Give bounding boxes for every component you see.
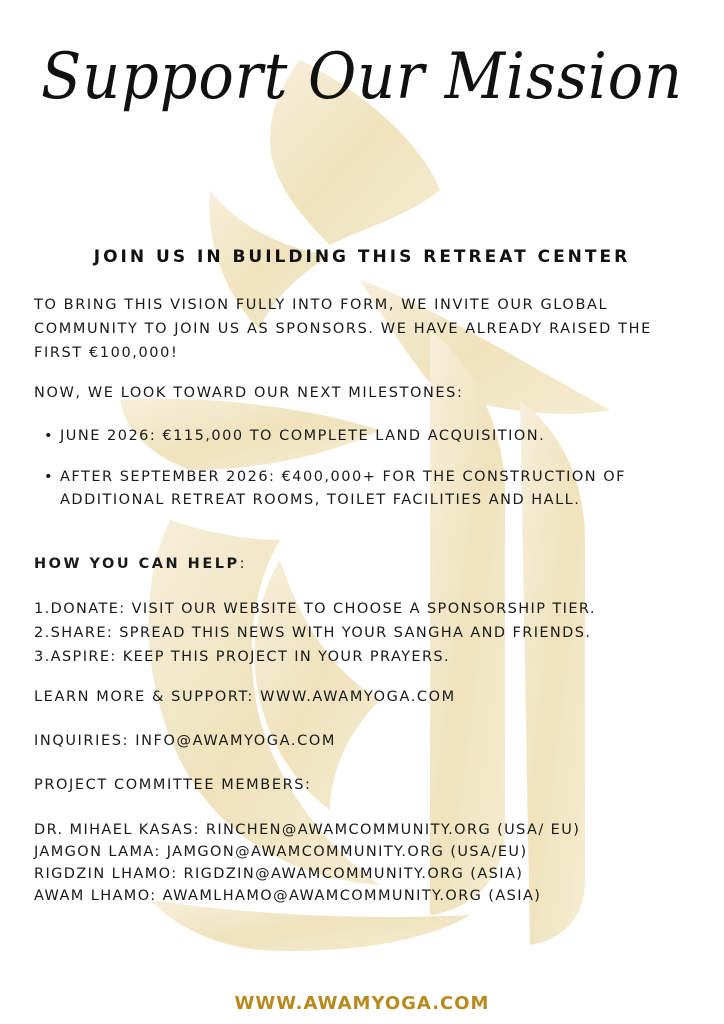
- list-item: JAMGON LAMA: JAMGON@AWAMCOMMUNITY.ORG (USA/EU): [34, 844, 528, 860]
- milestones-list: [34, 425, 694, 530]
- list-item: 3.ASPIRE: KEEP THIS PROJECT IN YOUR PRAYERS.: [34, 649, 451, 665]
- list-item: 2.SHARE: SPREAD THIS NEWS WITH YOUR SANGHA AND FRIENDS.: [34, 625, 592, 641]
- milestones-intro: NOW, WE LOOK TOWARD OUR NEXT MILESTONES:: [34, 385, 464, 401]
- list-item: DR. MIHAEL KASAS: RINCHEN@AWAMCOMMUNITY.ORG (USA/ EU): [34, 822, 581, 838]
- committee-heading: PROJECT COMMITTEE MEMBERS:: [34, 777, 312, 793]
- list-item: RIGDZIN LHAMO: RIGDZIN@AWAMCOMMUNITY.ORG (ASIA): [34, 866, 524, 882]
- page-subtitle: JOIN US IN BUILDING THIS RETREAT CENTER: [93, 247, 631, 267]
- page-title: Support Our Mission: [41, 40, 683, 114]
- list-item: AWAM LHAMO: AWAMLHAMO@AWAMCOMMUNITY.ORG (ASIA): [34, 888, 542, 904]
- learn-more-link[interactable]: LEARN MORE & SUPPORT: WWW.AWAMYOGA.COM: [34, 689, 456, 705]
- help-heading: HOW YOU CAN HELP:: [34, 556, 247, 572]
- intro-paragraph: TO BRING THIS VISION FULLY INTO FORM, WE INVITE OUR GLOBAL COMMUNITY TO JOIN US AS SPONSORS. WE HAVE ALREADY RAISED THE FIRST €100,000!: [34, 297, 652, 361]
- list-item: • JUNE 2026: €115,000 TO COMPLETE LAND ACQUISITION.: [34, 425, 694, 448]
- help-steps-list: [34, 597, 714, 669]
- inquiries-email[interactable]: INQUIRIES: INFO@AWAMYOGA.COM: [34, 733, 336, 749]
- list-item: • AFTER SEPTEMBER 2026: €400,000+ FOR THE CONSTRUCTION OF ADDITIONAL RETREAT ROOMS, TOILET FACILITIES AND HALL.: [34, 466, 694, 512]
- list-item: 1.DONATE: VISIT OUR WEBSITE TO CHOOSE A SPONSORSHIP TIER.: [34, 601, 596, 617]
- footer-website-link[interactable]: WWW.AWAMYOGA.COM: [234, 993, 490, 1014]
- committee-list: [34, 819, 580, 907]
- bullet-icon: •: [44, 469, 55, 485]
- bullet-icon: •: [44, 428, 55, 444]
